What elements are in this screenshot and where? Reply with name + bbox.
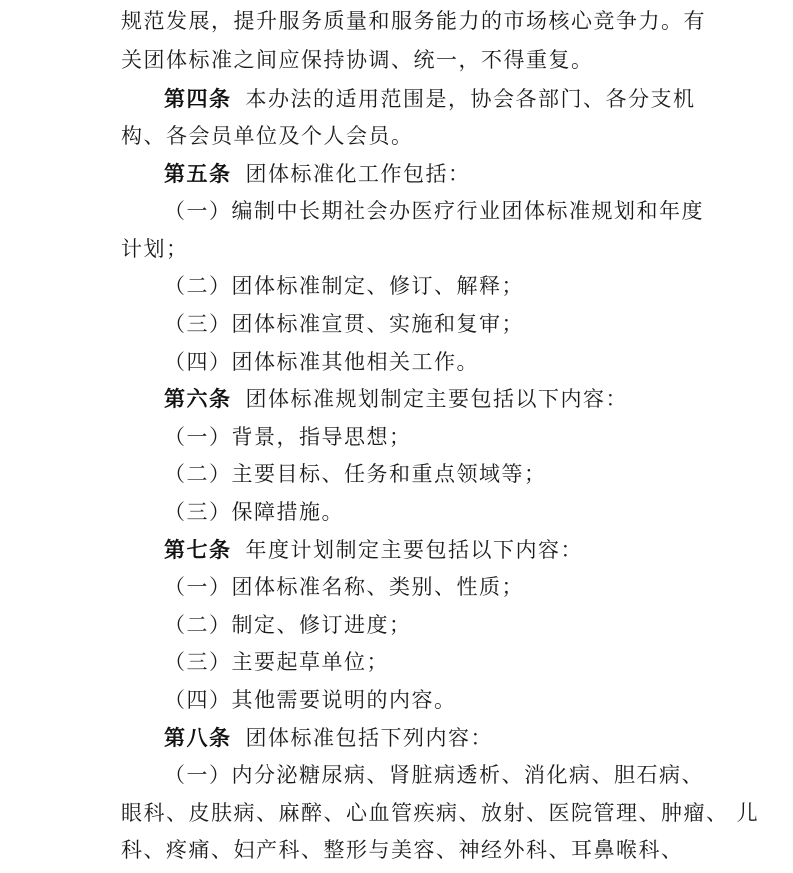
- article-8-label: 第八条: [164, 726, 232, 750]
- list-item: （一）背景，指导思想；: [164, 425, 412, 449]
- paragraph-line: 关团体标准之间应保持协调、统一，不得重复。: [121, 48, 594, 72]
- list-item: （四）团体标准其他相关工作。: [164, 350, 479, 374]
- article-8-line: [164, 723, 493, 753]
- article-8-text: 团体标准包括下列内容：: [245, 726, 493, 750]
- list-item: （二）团体标准制定、修订、解释；: [164, 274, 524, 298]
- list-item: （一）团体标准名称、类别、性质；: [164, 575, 524, 599]
- paragraph-line: 构、各会员单位及个人会员。: [121, 124, 414, 148]
- article-6-text: 团体标准规划制定主要包括以下内容：: [245, 387, 628, 411]
- article-7-line: [164, 535, 583, 565]
- article-7-label: 第七条: [164, 538, 232, 562]
- article-4-label: 第四条: [164, 87, 232, 111]
- list-item: （四）其他需要说明的内容。: [164, 688, 457, 712]
- paragraph-line: 规范发展，提升服务质量和服务能力的市场核心竞争力。有: [121, 9, 706, 33]
- list-item-continuation: 计划；: [121, 237, 189, 261]
- list-item-continuation: 科、疼痛、妇产科、整形与美容、神经外科、耳鼻喉科、: [121, 838, 684, 862]
- article-7-text: 年度计划制定主要包括以下内容：: [245, 538, 583, 562]
- article-5-line: [164, 159, 471, 189]
- list-item: （三）保障措施。: [164, 500, 344, 524]
- article-4-text: 本办法的适用范围是，协会各部门、各分支机: [245, 87, 696, 111]
- list-item: （二）主要目标、任务和重点领域等；: [164, 462, 547, 486]
- list-item: （二）制定、修订进度；: [164, 613, 412, 637]
- article-5-text: 团体标准化工作包括：: [245, 162, 471, 186]
- list-item: （一）内分泌糖尿病、肾脏病透析、消化病、胆石病、: [164, 763, 704, 787]
- article-6-label: 第六条: [164, 387, 232, 411]
- list-item: （一）编制中长期社会办医疗行业团体标准规划和年度: [164, 199, 704, 223]
- list-item: （三）团体标准宣贯、实施和复审；: [164, 312, 524, 336]
- list-item: （三）主要起草单位；: [164, 650, 389, 674]
- article-5-label: 第五条: [164, 162, 232, 186]
- article-6-line: [164, 384, 628, 414]
- article-4-line: [164, 84, 696, 114]
- list-item-continuation: 眼科、皮肤病、麻醉、心血管疾病、放射、医院管理、肿瘤、 儿: [121, 801, 760, 825]
